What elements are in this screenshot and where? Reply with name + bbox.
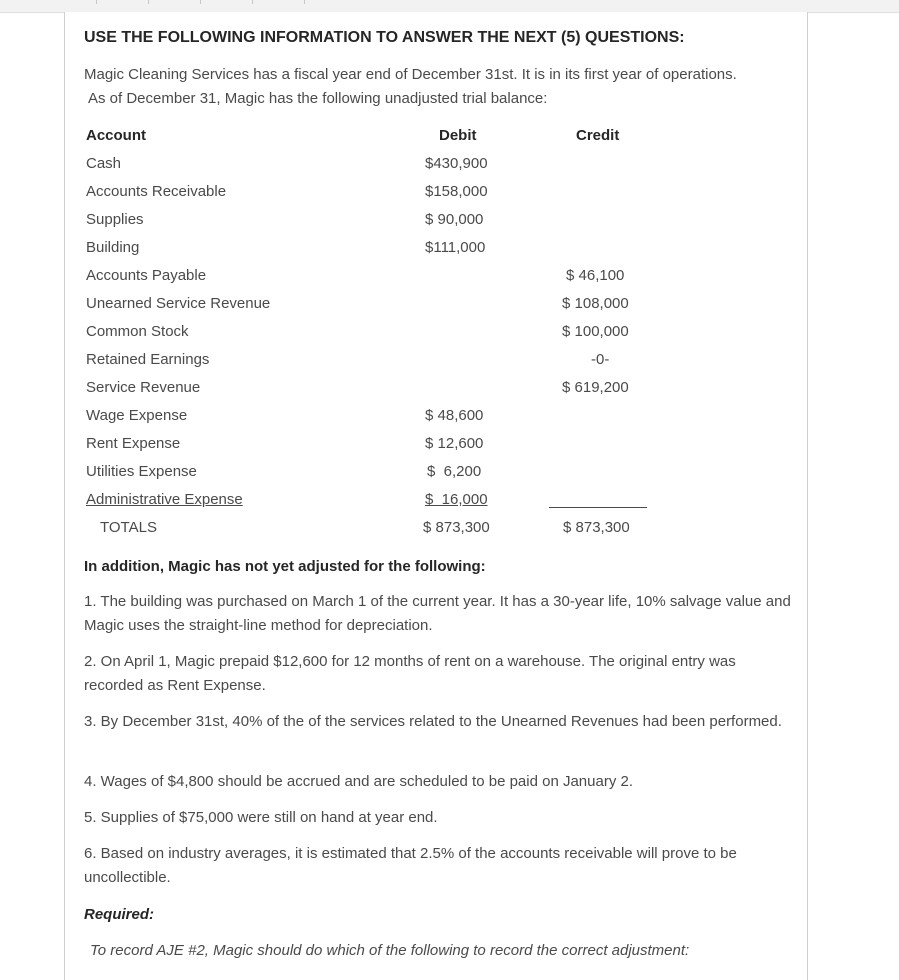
ruler-tick	[200, 0, 201, 4]
adjustment-item-4: 4. Wages of $4,800 should be accrued and are scheduled to be paid on January 2.	[84, 773, 633, 790]
adjustments-heading: In addition, Magic has not yet adjusted for the following:	[84, 558, 486, 575]
table-row-account: Unearned Service Revenue	[86, 295, 271, 312]
table-row-credit: $ 619,200	[562, 379, 629, 396]
adjustment-item-3: 3. By December 31st, 40% of the of the services related to the Unearned Revenues had been performed.	[84, 713, 782, 730]
table-row-credit: $ 108,000	[562, 295, 629, 312]
table-row-account: Supplies	[86, 211, 144, 228]
table-row-debit: $ 6,200	[427, 463, 482, 480]
intro-line-1: Magic Cleaning Services has a fiscal year end of December 31st. It is in its first year of operations.	[84, 66, 737, 83]
required-label: Required:	[84, 906, 155, 923]
totals-credit: $ 873,300	[563, 519, 630, 536]
table-row-debit: $111,000	[425, 239, 486, 256]
table-row-debit: $ 48,600	[425, 407, 484, 424]
adjustment-item-5: 5. Supplies of $75,000 were still on hand at year end.	[84, 809, 438, 826]
ruler-tick	[304, 0, 305, 4]
table-row-credit: $ 46,100	[566, 267, 625, 284]
ruler-tick	[148, 0, 149, 4]
table-row-credit: $ 100,000	[562, 323, 629, 340]
table-row-account: Utilities Expense	[86, 463, 197, 480]
ruler-tick	[252, 0, 253, 4]
table-row-credit: -0-	[591, 351, 610, 368]
table-row-account: Service Revenue	[86, 379, 201, 396]
table-row-debit: $430,900	[425, 155, 488, 172]
table-row-account: Building	[86, 239, 140, 256]
credit-total-rule	[549, 507, 647, 508]
adjustment-item-2: 2. On April 1, Magic prepaid $12,600 for 12 months of rent on a warehouse. The original entry was recorded as Rent Expense.	[84, 653, 736, 694]
credit-column-header: Credit	[576, 127, 620, 144]
instructions-heading: USE THE FOLLOWING INFORMATION TO ANSWER THE NEXT (5) QUESTIONS:	[84, 29, 685, 46]
table-row-account: Retained Earnings	[86, 351, 210, 368]
intro-line-2: As of December 31, Magic has the following unadjusted trial balance:	[88, 90, 548, 107]
table-row-account: Administrative Expense	[86, 491, 243, 508]
table-row-account: Accounts Receivable	[86, 183, 227, 200]
account-column-header: Account	[86, 127, 146, 144]
adjustment-item-1: 1. The building was purchased on March 1 of the current year. It has a 30-year life, 10% salvage value and Magic uses the straight-line method for depreciation.	[84, 593, 791, 634]
totals-debit: $ 873,300	[423, 519, 490, 536]
ruler-tick	[96, 0, 97, 4]
table-row-account: Wage Expense	[86, 407, 188, 424]
table-row-account: Rent Expense	[86, 435, 181, 452]
adjustment-item-6: 6. Based on industry averages, it is estimated that 2.5% of the accounts receivable will prove to be uncollectible.	[84, 845, 737, 886]
table-row-account: Cash	[86, 155, 122, 172]
totals-label: TOTALS	[100, 519, 157, 536]
question-prompt: To record AJE #2, Magic should do which of the following to record the correct adjustment:	[90, 942, 690, 959]
table-row-debit: $ 12,600	[425, 435, 484, 452]
table-row-account: Common Stock	[86, 323, 189, 340]
table-row-account: Accounts Payable	[86, 267, 207, 284]
debit-column-header: Debit	[439, 127, 477, 144]
table-row-debit: $ 16,000	[425, 491, 488, 508]
table-row-debit: $158,000	[425, 183, 488, 200]
table-row-debit: $ 90,000	[425, 211, 484, 228]
